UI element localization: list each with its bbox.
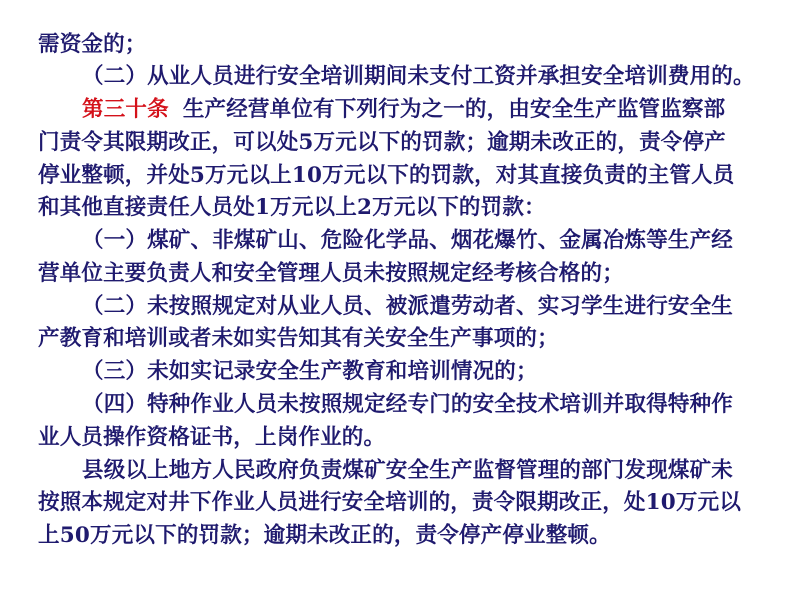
article-heading-line xyxy=(82,95,725,125)
text-line: 上50万元以下的罚款；逾期未改正的，责令停产停业整顿。 xyxy=(38,523,611,548)
text-line: 业人员操作资格证书，上岗作业的。 xyxy=(38,425,386,450)
text-line: 按照本规定对井下作业人员进行安全培训的，责令限期改正，处10万元以 xyxy=(38,490,742,515)
list-item: （二）未按照规定对从业人员、被派遣劳动者、实习学生进行安全生 xyxy=(82,294,734,319)
list-item: （一）煤矿、非煤矿山、危险化学品、烟花爆竹、金属冶炼等生产经 xyxy=(82,228,734,253)
article-number: 第三十条 xyxy=(82,97,169,122)
list-item: （二）从业人员进行安全培训期间未支付工资并承担安全培训费用的。 xyxy=(82,64,755,89)
list-item: （四）特种作业人员未按照规定经专门的安全技术培训并取得特种作 xyxy=(82,392,734,417)
text-line: 产教育和培训或者未如实告知其有关安全生产事项的； xyxy=(38,326,559,351)
text-line: 需资金的； xyxy=(38,32,147,57)
paragraph-start: 县级以上地方人民政府负责煤矿安全生产监督管理的部门发现煤矿未 xyxy=(82,458,734,483)
list-item: （三）未如实记录安全生产教育和培训情况的； xyxy=(82,359,538,384)
text-line: 和其他直接责任人员处1万元以上2万元以下的罚款： xyxy=(38,195,546,220)
text-line: 门责令其限期改正，可以处5万元以下的罚款；逾期未改正的，责令停产 xyxy=(38,130,726,155)
article-text: 生产经营单位有下列行为之一的，由安全生产监管监察部 xyxy=(182,97,726,122)
text-line: 停业整顿，并处5万元以上10万元以下的罚款，对其直接负责的主管人员 xyxy=(38,163,735,188)
text-line: 营单位主要负责人和安全管理人员未按照规定经考核合格的； xyxy=(38,261,624,286)
